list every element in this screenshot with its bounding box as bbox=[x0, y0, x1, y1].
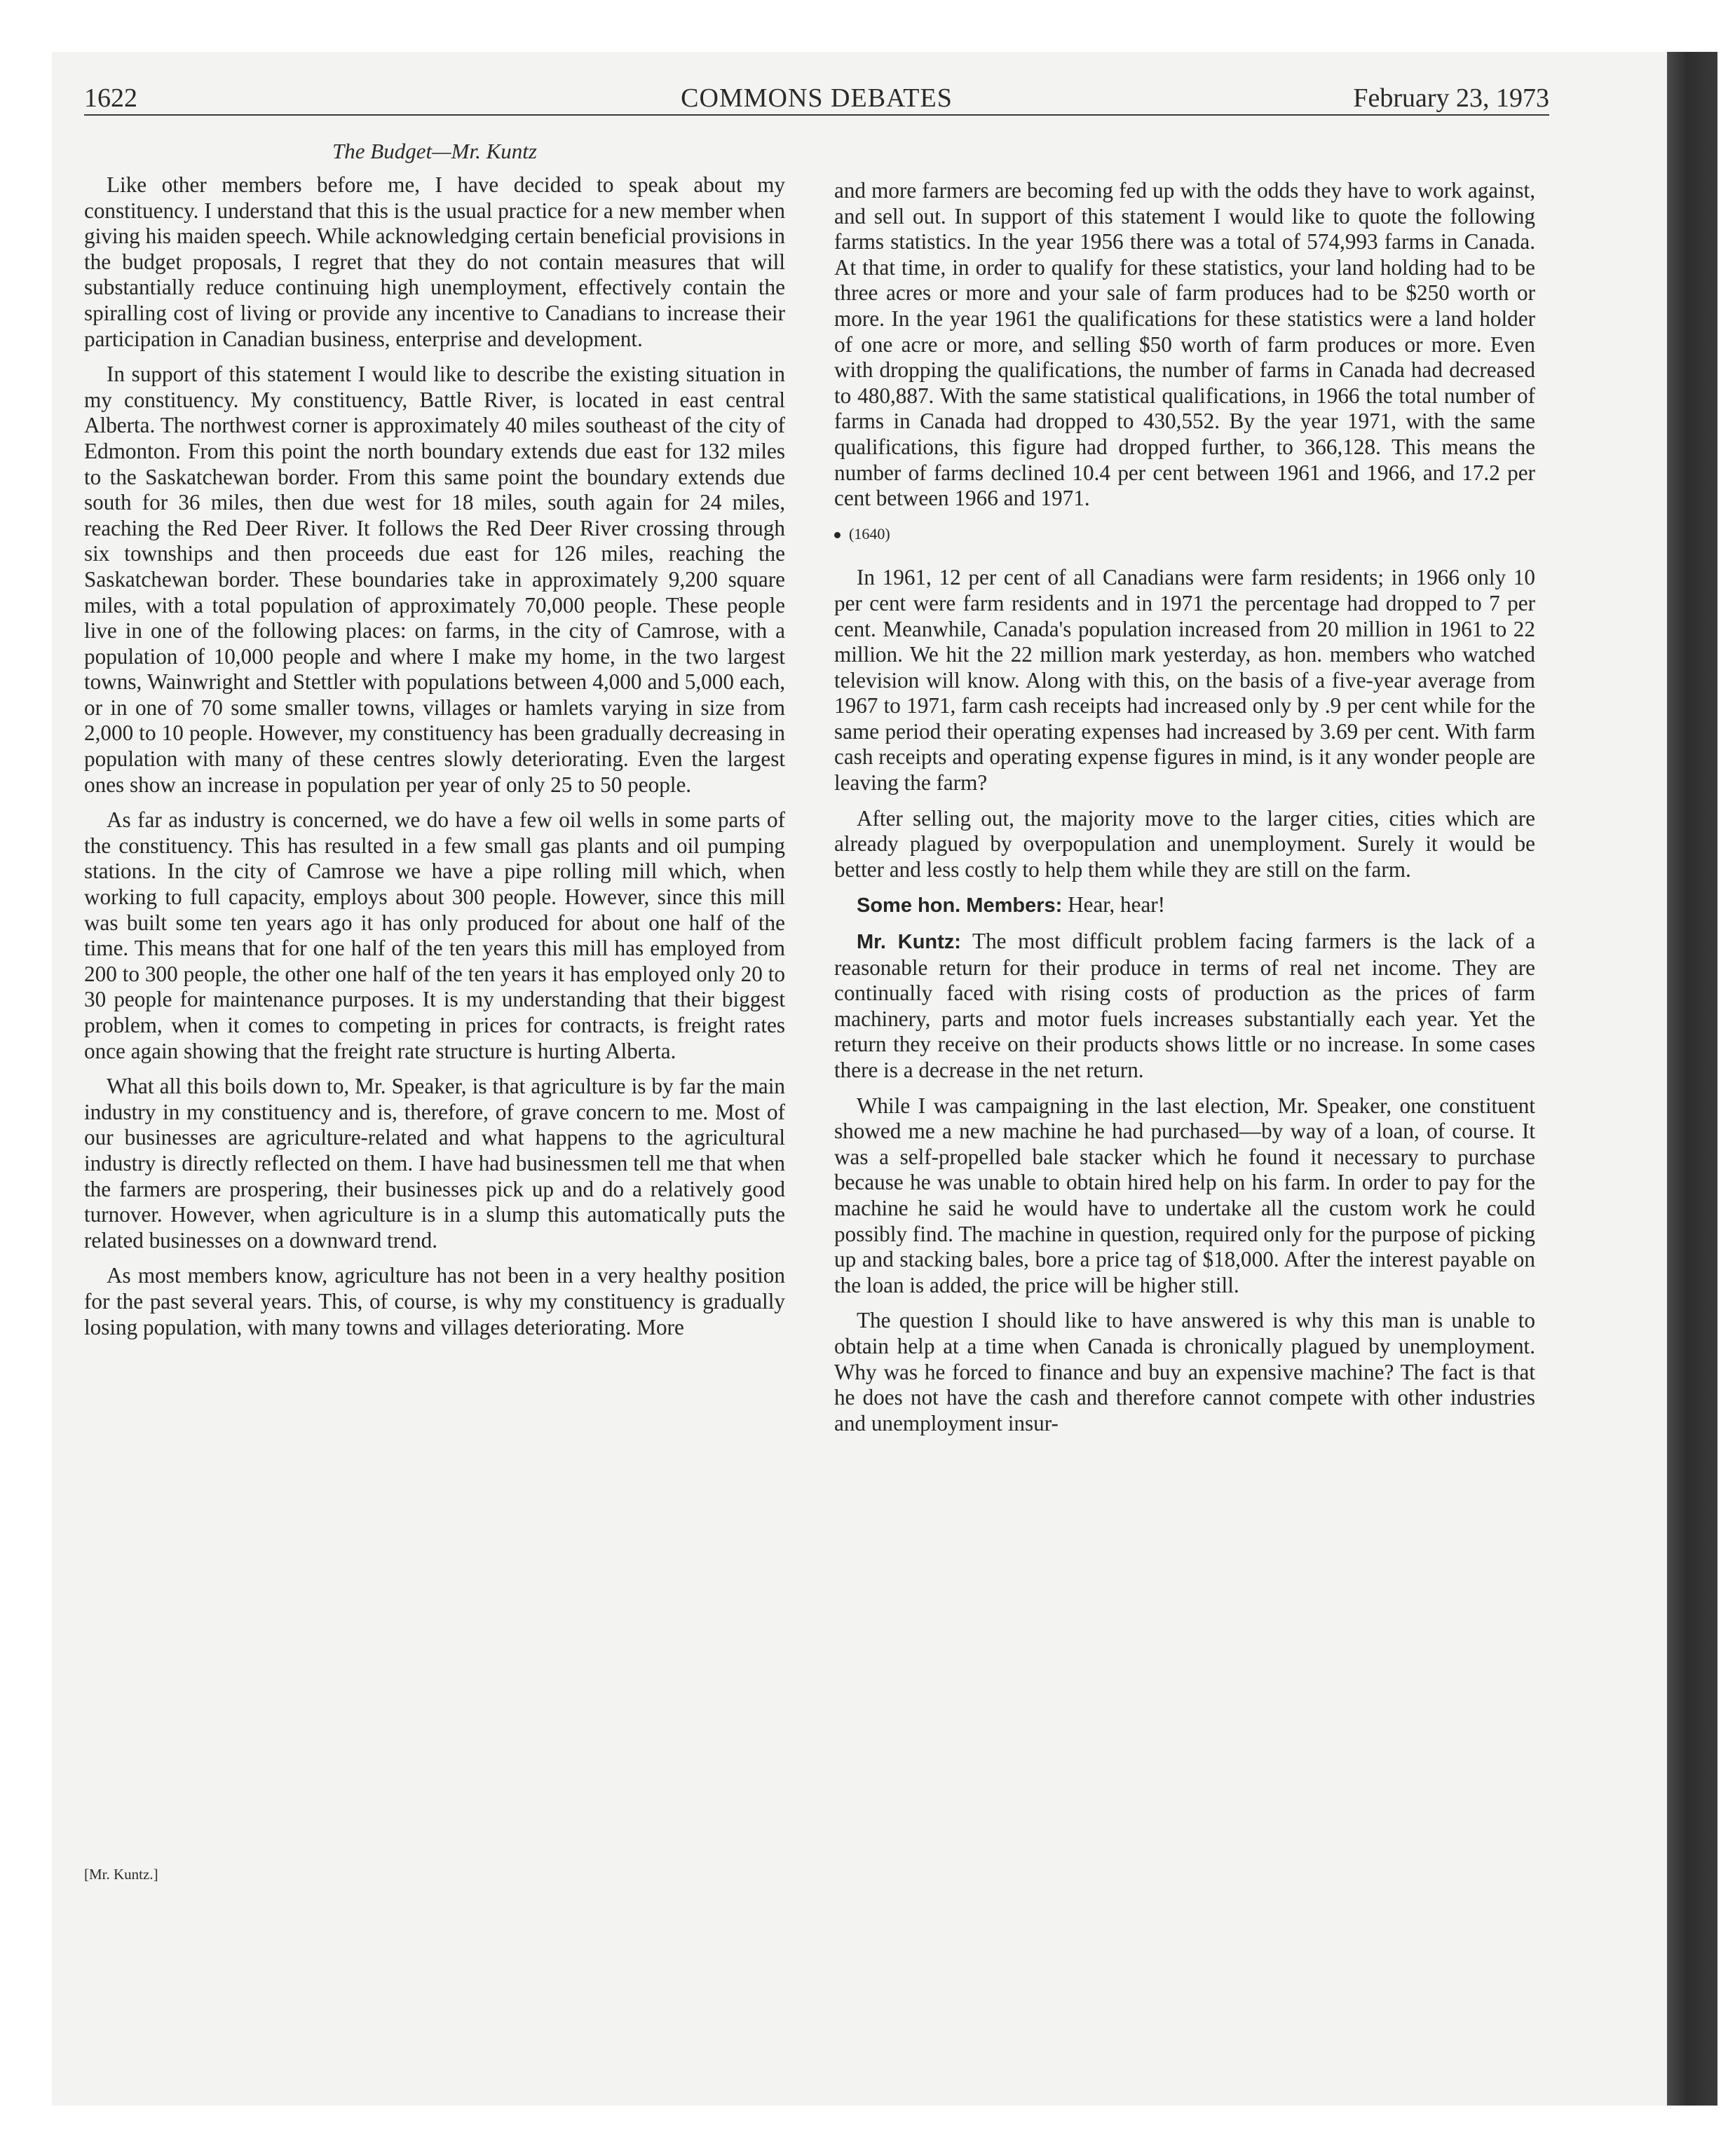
paragraph: While I was campaigning in the last election, Mr. Speaker, one constituent showed me a new machine he had purchased—by way of a loan, of course. It was a self-propelled bale stacker which he found it necessary to purchase because he was unable to obtain hired help on his farm. In order to pay for the machine he said he would have to undertake all the custom work he could possibly find. The machine in question, required only for the purpose of picking up and stacking bales, bore a price tag of $18,000. After the interest payable on the loan is added, the price will be higher still. bbox=[834, 1093, 1535, 1297]
time-marker bbox=[834, 521, 1535, 547]
paragraph: As most members know, agriculture has not been in a very healthy position for the past several years. This, of course, is why my constituency is gradually losing population, with many towns and villages deteriorating. More bbox=[84, 1263, 785, 1339]
interjection bbox=[834, 892, 1535, 919]
interjection-text: Hear, hear! bbox=[1062, 892, 1166, 917]
speech-text: The most difficult problem facing farmers is the lack of a reasonable return for their produce in terms of real net income. They are continually faced with rising costs of production as the prices of farm machinery, parts and motor fuels increases substantially each year. Yet the return they receive on their products shows little or no increase. In some cases there is a decrease in the net return. bbox=[834, 929, 1535, 1082]
time-marker-text: (1640) bbox=[849, 524, 890, 543]
right-column bbox=[834, 178, 1535, 1446]
paragraph: and more farmers are becoming fed up with the odds they have to work against, and sell out. In support of this statement I would like to quote the following farms statistics. In the year 1956 there was a total of 574,993 farms in Canada. At that time, in order to qualify for these statistics, your land holding had to be three acres or more and your sale of farm produces had to be $250 worth or more. In the year 1961 the qualifications for these statistics were a land holder of one acre or more, and selling $50 worth of farm produces or more. Even with dropping the qualifications, the number of farms in Canada had decreased to 480,887. With the same statistical qualifications, in 1966 the total number of farms in Canada had dropped to 430,552. By the year 1971, with the same qualifications, this figure had dropped further, to 366,128. This means the number of farms declined 10.4 per cent between 1961 and 1966, and 17.2 per cent between 1966 and 1971. bbox=[834, 178, 1535, 511]
header-date: February 23, 1973 bbox=[1353, 83, 1549, 113]
header-rule bbox=[84, 114, 1549, 116]
scan-edge-shadow bbox=[1667, 52, 1717, 2106]
paragraph: Like other members before me, I have decided to speak about my constituency. I understand that this is the usual practice for a new member when giving his maiden speech. While acknowledging certain beneficial provisions in the budget proposals, I regret that they do not contain measures that will substantially reduce continuing high unemployment, effectively contain the spiralling cost of living or provide any incentive to Canadians to increase their participation in Canadian business, enterprise and development. bbox=[84, 172, 785, 351]
paragraph: The question I should like to have answered is why this man is unable to obtain help at a time when Canada is chronically plagued by unemployment. Why was he forced to finance and buy an expensive machine? The fact is that he does not have the cash and therefore cannot compete with other industries and unemployment insur- bbox=[834, 1308, 1535, 1435]
speaker-name: Mr. Kuntz: bbox=[857, 931, 961, 954]
speaker-attribution: [Mr. Kuntz.] bbox=[84, 1866, 158, 1883]
page-number: 1622 bbox=[84, 83, 137, 113]
paragraph: In 1961, 12 per cent of all Canadians were farm residents; in 1966 only 10 per cent were farm residents and in 1971 the percentage had dropped to 7 per cent. Meanwhile, Canada's population increased from 20 million in 1961 to 22 million. We hit the 22 million mark yesterday, as hon. members who watched television will know. Along with this, on the basis of a five-year average from 1967 to 1971, farm cash receipts had increased only by .9 per cent while for the same period their operating expenses had increased by 3.69 per cent. With farm cash receipts and operating expense figures in mind, is it any wonder people are leaving the farm? bbox=[834, 565, 1535, 796]
bullet-icon bbox=[834, 532, 841, 538]
paragraph: After selling out, the majority move to the larger cities, cities which are already plagued by overpopulation and unemployment. Surely it would be better and less costly to help them while they are still on the farm. bbox=[834, 805, 1535, 882]
running-head: The Budget—Mr. Kuntz bbox=[332, 139, 537, 163]
paragraph: As far as industry is concerned, we do have a few oil wells in some parts of the constituency. This has resulted in a few small gas plants and oil pumping stations. In the city of Camrose we have a pipe rolling mill which, when working to full capacity, employs about 300 people. However, since this mill was built some ten years ago it has only produced for about one half of the time. This means that for one half of the ten years this mill has employed from 200 to 300 people, the other one half of the ten years it has employed only 20 to 30 people for maintenance purposes. It is my understanding that their biggest problem, when it comes to competing in prices for contracts, is freight rates once again showing that the freight rate structure is hurting Alberta. bbox=[84, 807, 785, 1063]
paragraph: What all this boils down to, Mr. Speaker, is that agriculture is by far the main industry in my constituency and is, therefore, of grave concern to me. Most of our businesses are agriculture-related and what happens to the agricultural industry is directly reflected on them. I have had businessmen tell me that when the farmers are prospering, their businesses pick up and do a relatively good turnover. However, when agriculture is in a slump this automatically puts the related businesses on a downward trend. bbox=[84, 1074, 785, 1253]
page-header bbox=[84, 83, 1549, 112]
left-column bbox=[84, 172, 785, 1350]
publication-title: COMMONS DEBATES bbox=[681, 83, 953, 113]
speech-paragraph bbox=[834, 929, 1535, 1084]
paragraph: In support of this statement I would like to describe the existing situation in my constituency. My constituency, Battle River, is located in east central Alberta. The northwest corner is approximately 40 miles southeast of the city of Edmonton. From this point the north boundary extends due east for 132 miles to the Saskatchewan border. From this same point the boundary extends due south for 36 miles, then due west for 18 miles, south again for 24 miles, reaching the Red Deer River. It follows the Red Deer River crossing through six townships and then proceeds due east for 126 miles, reaching the Saskatchewan border. These boundaries take in approximately 9,200 square miles, with a total population of approximately 70,000 people. These people live in one of the following places: on farms, in the city of Camrose, with a population of 10,000 people and where I make my home, in the two largest towns, Wainwright and Stettler with populations between 4,000 and 5,000 each, or in one of 70 some smaller towns, villages or hamlets varying in size from 2,000 to 10 people. However, my constituency has been gradually decreasing in population with many of these centres slowly deteriorating. Even the largest ones show an increase in population per year of only 25 to 50 people. bbox=[84, 362, 785, 797]
speaker-name: Some hon. Members: bbox=[857, 894, 1063, 917]
